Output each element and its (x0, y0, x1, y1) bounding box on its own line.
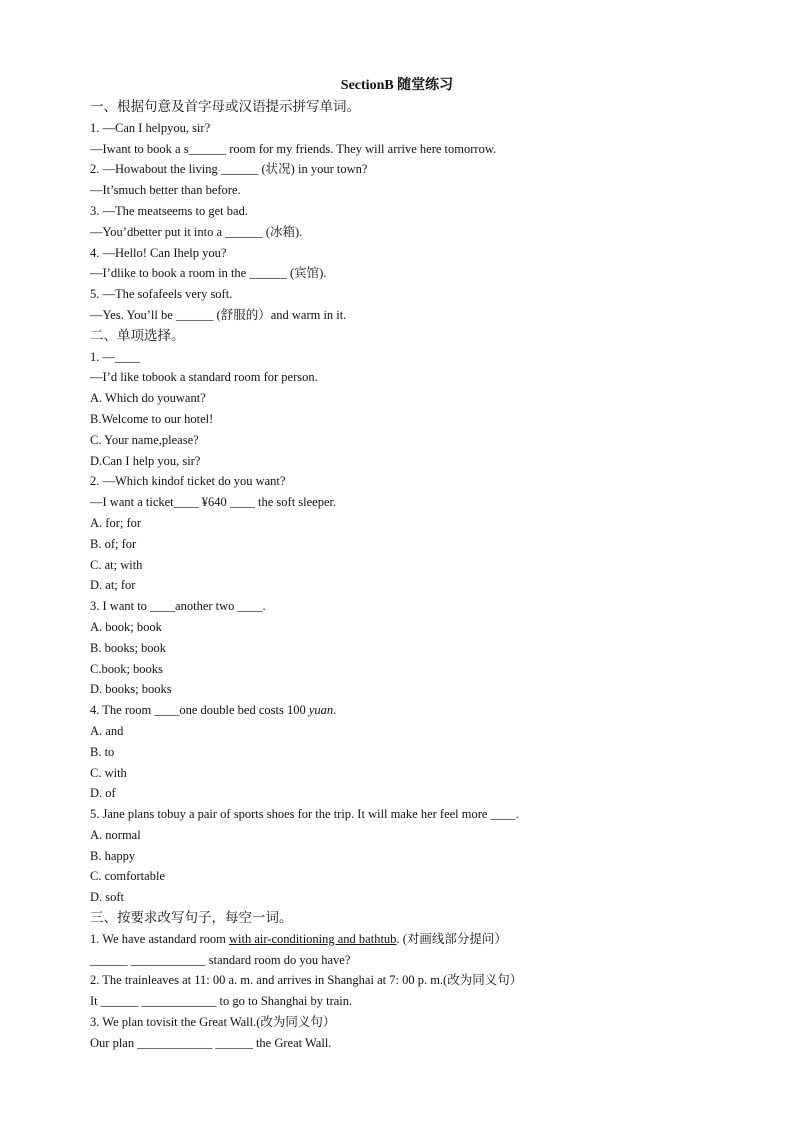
section-2-line: D. of (90, 786, 116, 801)
question-2-4-text: 4. The room ____one double bed costs 100 (90, 703, 309, 718)
section-2-line: 1. —____ (90, 349, 140, 364)
section-1-line: 5. —The sofafeels very soft. (90, 287, 233, 302)
section-2-line: A. and (90, 723, 124, 738)
section-2-line: B. to (90, 744, 115, 759)
section-1-line: 1. —Can I helpyou, sir? (90, 120, 211, 135)
question-2-4-italic: yuan (308, 703, 334, 718)
section-3-line: It ______ ____________ to go to Shanghai by train. (90, 994, 353, 1009)
section-1-line: —I’dlike to book a room in the ______ (宾馆). (90, 266, 327, 281)
section-2-line: D. at; for (90, 578, 136, 593)
section-2-heading: 二、单项选择。 (90, 327, 185, 343)
section-2-line: 2. —Which kindof ticket do you want? (90, 474, 286, 489)
section-2-line: 5. Jane plans tobuy a pair of sports shoes for the trip. It will make her feel more ____. (90, 807, 519, 822)
page-title: SectionB 随堂练习 (340, 78, 454, 93)
section-2-line: C. comfortable (90, 869, 165, 884)
section-1-line: —It’smuch better than before. (90, 183, 241, 198)
section-1-line: 2. —Howabout the living ______ (状况) in your town? (90, 162, 368, 177)
section-2-line: 3. I want to ____another two ____. (90, 599, 266, 614)
section-1-line: 3. —The meatseems to get bad. (90, 203, 248, 218)
section-2-line: C.book; books (90, 661, 163, 676)
section-2-line: A. Which do youwant? (90, 391, 206, 406)
section-2-line: B. books; book (90, 640, 167, 655)
question-3-1-end: . (对画线部分提问） (396, 931, 507, 946)
question-3-1 (90, 929, 750, 950)
section-2-line: C. Your name,please? (90, 432, 199, 447)
section-2-line: C. at; with (90, 557, 143, 572)
section-1-line: —Yes. You’ll be ______ (舒服的）and warm in it. (90, 307, 347, 322)
section-2-line: B. of; for (90, 536, 137, 551)
section-3-line: 2. The trainleaves at 11: 00 a. m. and arrives in Shanghai at 7: 00 p. m.(改为同义句） (90, 973, 523, 988)
section-2-line: C. with (90, 765, 127, 780)
section-1-heading: 一、根据句意及首字母或汉语提示拼写单词。 (90, 99, 360, 114)
section-1-line: —Iwant to book a s______ room for my friends. They will arrive here tomorrow. (90, 141, 497, 156)
section-2-line: —I’d like tobook a standard room for person. (90, 370, 318, 385)
section-2-line: A. book; book (90, 619, 162, 634)
question-3-1-text: 1. We have astandard room (90, 931, 229, 946)
section-3-line: 3. We plan tovisit the Great Wall.(改为同义句） (90, 1015, 336, 1030)
section-2-line: A. normal (90, 827, 141, 842)
question-2-4 (90, 700, 750, 721)
section-2-line: D. soft (90, 890, 125, 905)
section-2-line: B. happy (90, 848, 136, 863)
section-2-line: B.Welcome to our hotel! (90, 411, 214, 426)
section-3-line: ______ ____________ standard room do you have? (90, 952, 351, 967)
section-2-line: —I want a ticket____ ¥640 ____ the soft sleeper. (90, 495, 337, 510)
question-2-4-end: . (333, 703, 337, 718)
section-2-line: D. books; books (90, 682, 172, 697)
section-1-line: 4. —Hello! Can Ihelp you? (90, 245, 227, 260)
section-3-heading: 三、按要求改写句子，每空一词。 (90, 910, 293, 926)
question-3-1-underlined: with air-conditioning and bathtub (229, 931, 397, 946)
section-2-line: D.Can I help you, sir? (90, 453, 201, 468)
worksheet-content (90, 97, 750, 1054)
section-3-line: Our plan ____________ ______ the Great Wall. (90, 1035, 332, 1050)
section-1-line: —You’dbetter put it into a ______ (冰箱). (90, 224, 303, 239)
section-2-line: A. for; for (90, 515, 142, 530)
